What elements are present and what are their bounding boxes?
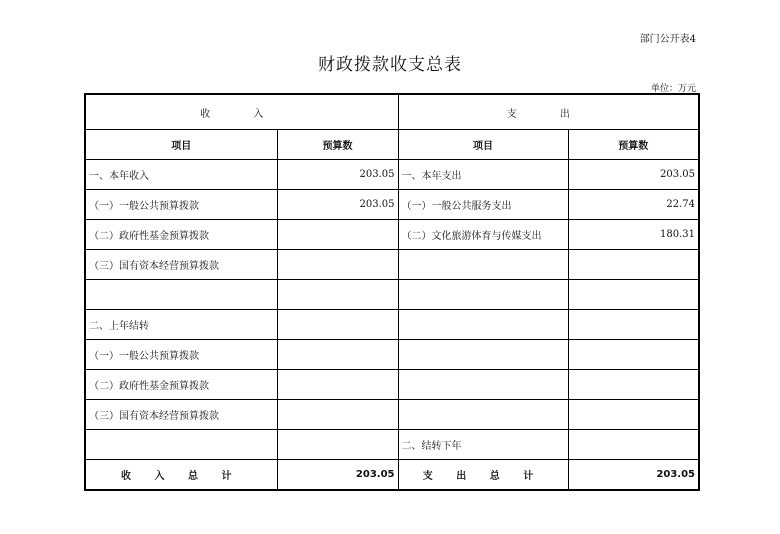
expense-value-cell [568,400,699,430]
income-item-cell: （二）政府性基金预算拨款 [85,220,277,250]
income-value-cell [277,250,398,280]
expense-section-header: 支 出 [398,94,699,130]
expense-item-cell: 二、结转下年 [398,430,568,460]
expense-item-header: 项目 [398,130,568,160]
unit-label: 单位：万元 [650,84,696,94]
expense-budget-header: 预算数 [568,130,699,160]
table-row [85,280,699,310]
expense-value-cell [568,370,699,400]
expense-value-cell [568,250,699,280]
expense-item-cell [398,280,568,310]
expense-item-cell [398,400,568,430]
table-row [85,370,699,400]
income-item-header: 项目 [85,130,277,160]
income-value-cell [277,400,398,430]
income-item-cell: 一、本年收入 [85,160,277,190]
income-value-cell [277,430,398,460]
income-item-cell: （二）政府性基金预算拨款 [85,370,277,400]
table-row [85,340,699,370]
table-row [85,400,699,430]
expense-value-cell: 203.05 [568,160,699,190]
income-item-cell: （三）国有资本经营预算拨款 [85,400,277,430]
income-item-cell: （三）国有资本经营预算拨款 [85,250,277,280]
expense-item-cell: （一）一般公共服务支出 [398,190,568,220]
document-title: 财政拨款收支总表 [318,55,462,75]
expense-item-cell [398,370,568,400]
budget-summary-table [84,93,700,491]
income-total-value: 203.05 [277,460,398,491]
expense-value-cell [568,280,699,310]
table-row [85,430,699,460]
expense-value-cell [568,430,699,460]
income-value-cell [277,340,398,370]
income-section-header: 收 入 [85,94,398,130]
income-value-cell [277,220,398,250]
income-value-cell [277,310,398,340]
income-value-cell [277,280,398,310]
expense-item-cell [398,250,568,280]
income-budget-header: 预算数 [277,130,398,160]
income-value-cell: 203.05 [277,160,398,190]
column-header-row [85,130,699,160]
expense-item-cell: 一、本年支出 [398,160,568,190]
expense-value-cell: 22.74 [568,190,699,220]
income-item-cell: （一）一般公共预算拨款 [85,340,277,370]
section-header-row [85,94,699,130]
expense-value-cell [568,310,699,340]
table-row [85,250,699,280]
income-item-cell [85,430,277,460]
expense-item-cell [398,310,568,340]
table-reference-number: 部门公开表4 [639,34,696,45]
table-row [85,310,699,340]
expense-total-label: 支 出 总 计 [398,460,568,491]
table-row [85,220,699,250]
expense-value-cell [568,340,699,370]
expense-value-cell: 180.31 [568,220,699,250]
income-total-label: 收 入 总 计 [85,460,277,491]
income-item-cell: 二、上年结转 [85,310,277,340]
income-item-cell [85,280,277,310]
total-row [85,460,699,491]
table-row [85,160,699,190]
income-item-cell: （一）一般公共预算拨款 [85,190,277,220]
expense-item-cell [398,340,568,370]
income-value-cell [277,370,398,400]
table-row [85,190,699,220]
expense-item-cell: （二）文化旅游体育与传媒支出 [398,220,568,250]
income-value-cell: 203.05 [277,190,398,220]
expense-total-value: 203.05 [568,460,699,491]
